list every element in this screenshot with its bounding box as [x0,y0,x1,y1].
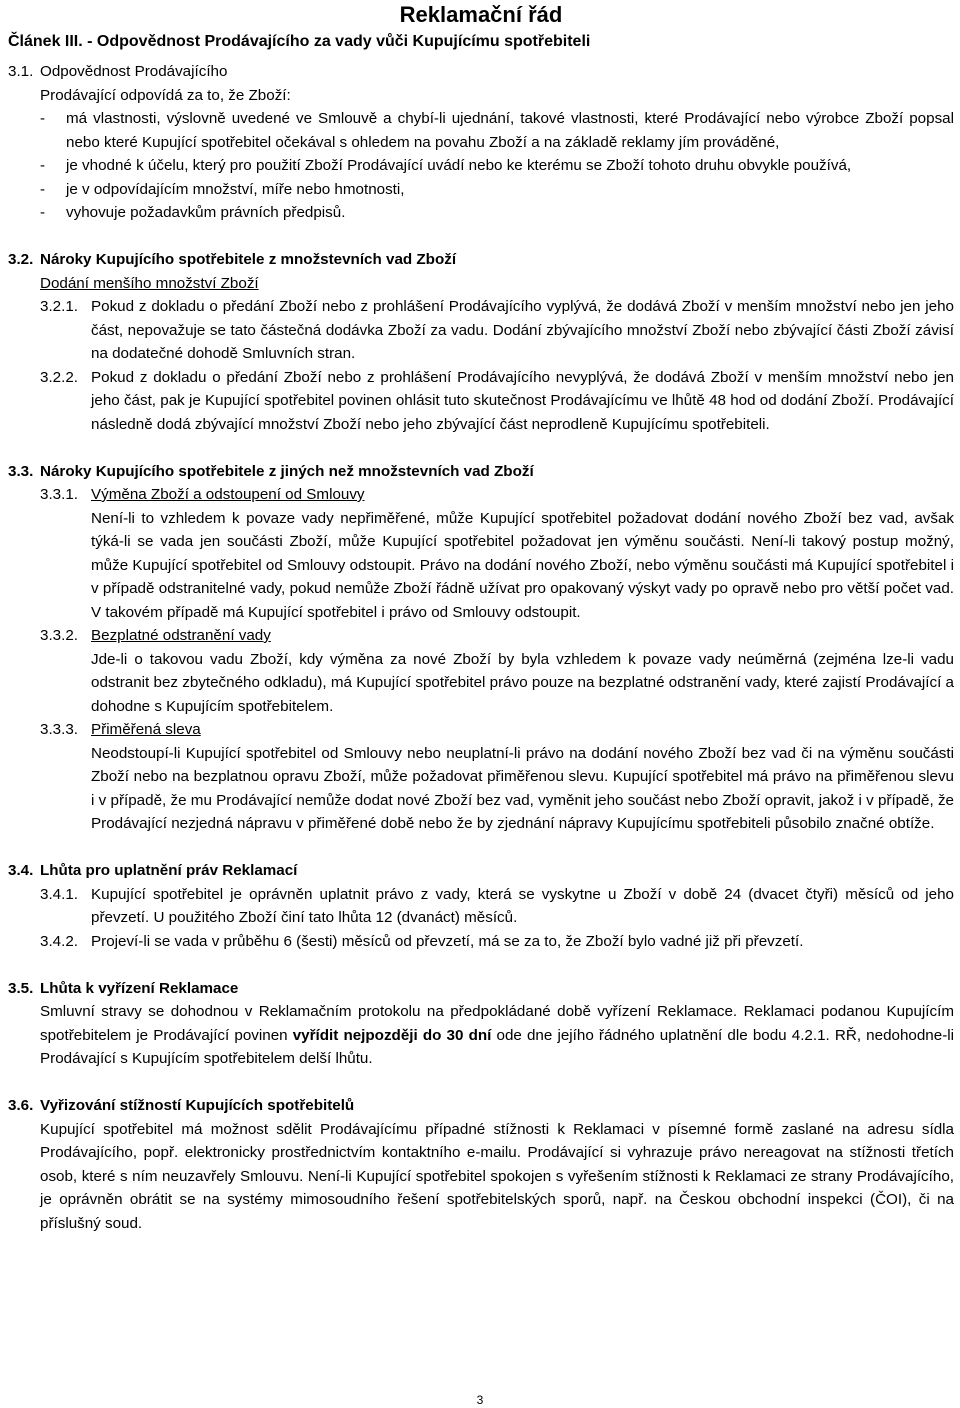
clause-3-3-1-title: 3.3.1. Výměna Zboží a odstoupení od Smlouvy [40,486,365,503]
list-item: - vyhovuje požadavkům právních předpisů. [40,204,346,221]
section-3-1-intro: Prodávající odpovídá za to, že Zboží: [40,86,291,104]
clause-3-3-1-text: Není-li to vzhledem k povaze vady nepřiměřené, může Kupující spotřebitel požadovat dodání nového Zboží bez vad, avšak týká-li se vada jen součásti Zboží, může Kupující spotřebitel požadovat jen výměnu součásti. Není-li takový postup možný, může Kupující spotřebitel od Smlouvy odstoupit. Právo na dodání nového Zboží, nebo výměnu součásti má Kupující spotřebitel i v případě odstranitelné vady, pokud nemůže Zboží řádně užívat pro opakovaný výskyt vady po opravě nebo pro větší počet vad. V takovém případě má Kupující spotřebitel i právo od Smlouvy odstoupit. [91,509,954,621]
clause-3-3-3-text: Neodstoupí-li Kupující spotřebitel od Smlouvy nebo neuplatní-li právo na dodání nového Zboží bez vad či na výměnu součásti Zboží nebo na bezplatnou opravu Zboží, může požadovat přiměřenou slevu. Kupující spotřebitel má právo na přiměřenou slevu i v případě, že mu Prodávající nemůže dodat nové Zboží bez vad, vyměnit jeho součást nebo Zboží opravit, jakož i v případě, že Prodávající nezjedná nápravu v přiměřené době nebo že by zjednání nápravy Kupujícímu spotřebiteli působilo značné obtíže. [91,744,954,832]
document-body [8,60,954,1235]
list-item: - má vlastnosti, výslovně uvedené ve Smlouvě a chybí-li ujednání, takové vlastnosti, které Prodávající nebo výrobce Zboží popsal nebo které Kupující spotřebitel očekával s ohledem na povahu Zboží a na základě reklamy jím prováděné, [40,110,954,151]
clause-3-3-3-title: 3.3.3. Přiměřená sleva [40,721,201,738]
clause-3-4-1: 3.4.1. Kupující spotřebitel je oprávněn uplatnit právo z vady, která se vyskytne u Zboží v době 24 (dvacet čtyři) měsíců od jeho převzetí. U použitého Zboží činí tato lhůta 12 (dvanáct) měsíců. [40,885,954,926]
clause-3-3-2-title: 3.3.2. Bezplatné odstranění vady [40,627,271,644]
document-title: Reklamační řád [399,2,563,27]
section-3-3-heading: 3.3. Nároky Kupujícího spotřebitele z jiných než množstevních vad Zboží [8,462,534,480]
section-3-1-heading: 3.1. Odpovědnost Prodávajícího [8,63,228,80]
section-3-2-subheading: Dodání menšího množství Zboží [40,274,259,292]
clause-3-3-2-text: Jde-li o takovou vadu Zboží, kdy výměna za nové Zboží by byla vzhledem k povaze vady neúměrná (zejména lze-li vadu odstranit bez zbytečného odkladu), má Kupující spotřebitel právo pouze na bezplatné odstranění vady, které zajistí Prodávající a dohodne s Kupujícím spotřebitelem. [91,650,954,715]
list-item: - je vhodné k účelu, který pro použití Zboží Prodávající uvádí nebo ke kterému se Zboží tohoto druhu obvykle používá, [40,157,852,174]
clause-3-2-1: 3.2.1. Pokud z dokladu o předání Zboží nebo z prohlášení Prodávajícího vyplývá, že dodává Zboží v menším množství nebo jen jeho část, nepovažuje se tato částečná dodávka Zboží za vadu. Dodání zbývajícího množství Zboží nebo zbývající části Zboží závisí na dodatečné dohodě Smluvních stran. [40,298,954,362]
article-heading: Článek III. - Odpovědnost Prodávajícího za vady vůči Kupujícímu spotřebiteli [8,33,591,50]
clause-3-2-2: 3.2.2. Pokud z dokladu o předání Zboží nebo z prohlášení Prodávajícího nevyplývá, že dodává Zboží v menším množství nebo jen jeho část, pak je Kupující spotřebitel povinen ohlásit tuto skutečnost Prodávajícímu ve lhůtě 48 hod od dodání Zboží. Prodávající následně dodá zbývající množství Zboží nebo jeho zbývající část neprodleně Kupujícímu spotřebiteli. [40,368,954,433]
section-3-4-heading: 3.4. Lhůta pro uplatnění práv Reklamací [8,862,298,879]
section-3-6-text: Kupující spotřebitel má možnost sdělit Prodávajícímu případné stížnosti k Reklamaci v písemné formě zaslané na adresu sídla Prodávajícího, popř. elektronicky prostřednictvím kontaktního e-mailu. Prodávající si vyhrazuje právo nereagovat na stížnosti třetích osob, které s ním neuzavřely Smlouvu. Není-li Kupující spotřebitel spokojen s vyřešením stížnosti k Reklamaci ze strany Prodávajícího, je oprávněn obrátit se na systémy mimosoudního řešení spotřebitelských sporů, např. na Českou obchodní inspekci (ČOI), či na příslušný soud. [40,1120,954,1232]
section-3-6-heading: 3.6. Vyřizování stížností Kupujících spotřebitelů [8,1097,355,1114]
list-item: - je v odpovídajícím množství, míře nebo hmotnosti, [40,180,405,198]
page-number: 3 [476,1393,484,1407]
section-3-5-heading: 3.5. Lhůta k vyřízení Reklamace [8,979,239,997]
section-3-5-text: Smluvní stravy se dohodnou v Reklamačním protokolu na předpokládané době vyřízení Reklamace. Reklamaci podanou Kupujícím spotřebitelem je Prodávající povinen vyřídit nejpozději do 30 dní ode dne jejího řádného uplatnění dle bodu 4.2.1. RŘ, nedohodne-li Prodávající s Kupujícím spotřebitelem delší lhůtu. [40,1003,955,1067]
clause-3-4-2: 3.4.2. Projeví-li se vada v průběhu 6 (šesti) měsíců od převzetí, má se za to, že Zboží bylo vadné již při převzetí. [40,932,804,950]
section-3-2-heading: 3.2. Nároky Kupujícího spotřebitele z množstevních vad Zboží [8,251,457,268]
